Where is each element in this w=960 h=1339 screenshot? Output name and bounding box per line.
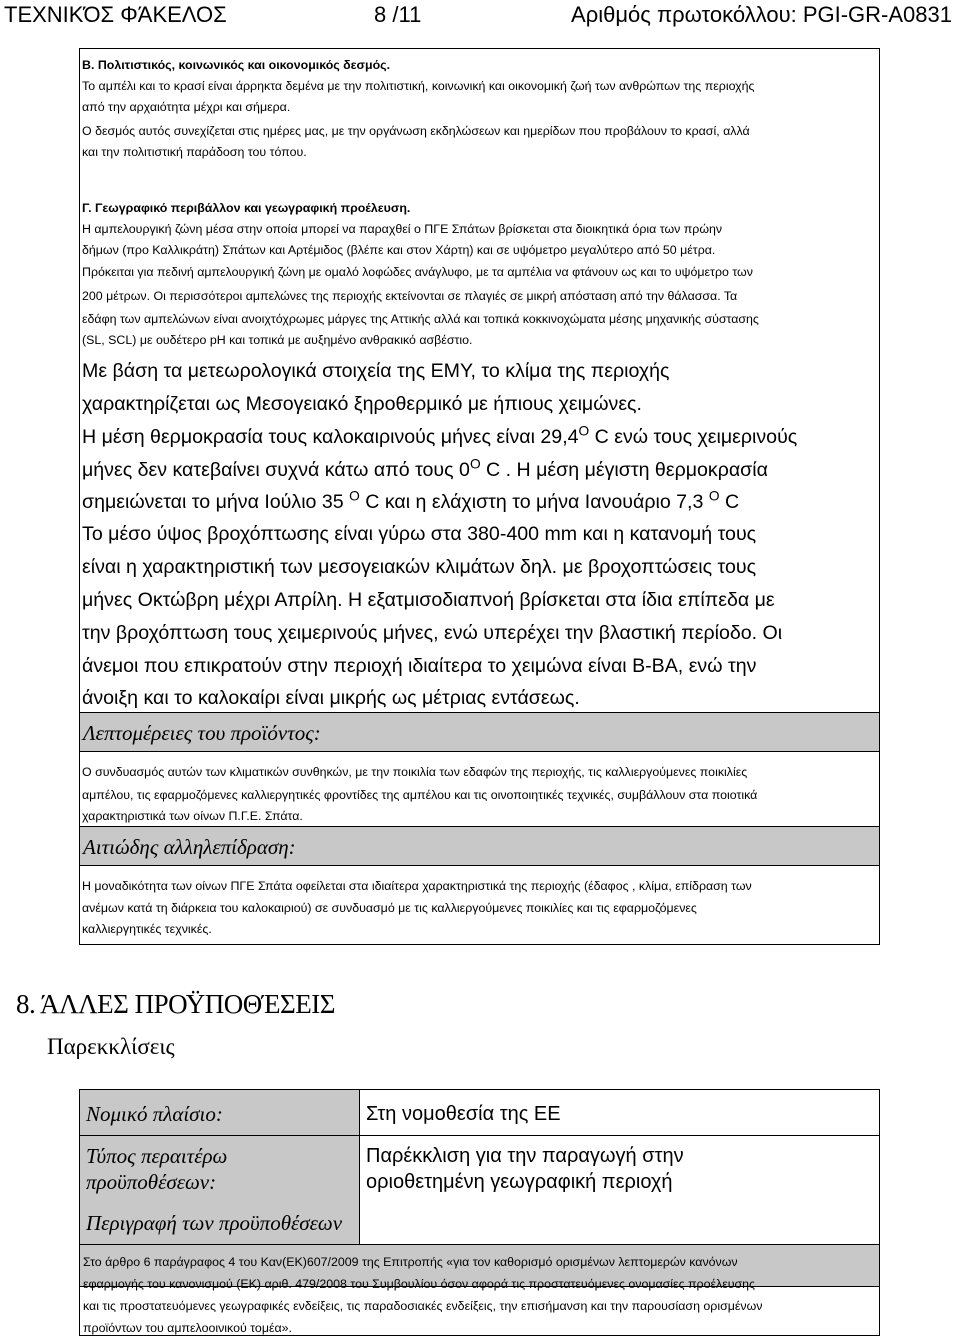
document-title: ΤΕΧΝΙΚΌΣ ΦΆΚΕΛΟΣ — [4, 2, 227, 27]
climate-text-line: Το μέσο ύψος βροχόπτωσης είναι γύρω στα 380-400 mm και η κατανομή τους — [82, 523, 757, 545]
section-c-text-line: Η αμπελουργική ζώνη μέσα στην οποία μπορεί να παραχθεί ο ΠΓΕ Σπάτων βρίσκεται στα διοικητικά όρια των πρώην — [82, 222, 723, 236]
section-b-text-line: Ο δεσμός αυτός συνεχίζεται στις ημέρες μας, με την οργάνωση εκδηλώσεων και ημερίδων που προβάλουν το κρασί, αλλά — [82, 124, 750, 138]
product-details-heading: Λεπτομέρειες του προϊόντος: — [83, 721, 321, 745]
climate-text-line: χαρακτηρίζεται ως Μεσογειακό ξηροθερμικό με ήπιους χειμώνες. — [82, 393, 642, 415]
climate-text-line: άνοιξη και το καλοκαίρι είναι μικρής ως μέτριας εντάσεως. — [82, 687, 580, 709]
condition-description-label: Περιγραφή των προϋποθέσεων — [86, 1211, 343, 1235]
section-b-text-line: Το αμπέλι και το κρασί είναι άρρηκτα δεμένα με την πολιτιστική, κοινωνική και οικονομική ζωή των ανθρώπων της περιοχής — [82, 79, 755, 93]
causal-text-line: Η μοναδικότητα των οίνων ΠΓΕ Σπάτα οφείλεται στα ιδιαίτερα χαρακτηριστικά της περιοχής (έδαφος , κλίμα, επίδραση των — [82, 879, 752, 893]
derogation-table — [79, 1089, 880, 1336]
page-number: 8 /11 — [374, 2, 422, 27]
causal-text-line: καλλιεργητικές τεχνικές. — [82, 922, 212, 936]
climate-text-line: μήνες Οκτώβρη μέχρι Απρίλη. Η εξατμισοδιαπνοή βρίσκεται στα ίδια επίπεδα με — [82, 589, 775, 611]
climate-text-line: Η μέση θερμοκρασία τους καλοκαιρινούς μήνες είναι $29,4^O$ C ενώ τους χειμερινούς — [82, 423, 798, 448]
condition-type-label: Τύπος περαιτέρω — [86, 1144, 228, 1168]
section-c-text-line: Πρόκειται για πεδινή αμπελουργική ζώνη με ομαλό λοφώδες ανάγλυφο, με τα αμπέλια να φτάνουν ως και το υψόμετρο των — [82, 265, 753, 279]
section-c-text-line: 200 μέτρων. Οι περισσότεροι αμπελώνες της περιοχής εκτείνονται σε πλαγιές σε μικρή απόσταση από την θάλασσα. Τα — [82, 289, 738, 303]
section-b-heading: Β. Πολιτιστικός, κοινωνικός και οικονομικός δεσμός. — [82, 58, 391, 72]
table-row-divider — [80, 1244, 879, 1245]
condition-type-value: οριοθετημένη γεωγραφική περιοχή — [366, 1171, 673, 1193]
climate-text-line: μήνες δεν κατεβαίνει συχνά κάτω από τους $0^O$ C . Η μέση μέγιστη θερμοκρασία — [82, 456, 768, 481]
product-text-line: Ο συνδυασμός αυτών των κλιματικών συνθηκών, με την ποικιλία των εδαφών της περιοχής, τις καλλιεργούμενες ποικιλίες — [82, 765, 748, 779]
condition-description-text: προϊόντων του αμπελοοινικού τομέα». — [83, 1321, 292, 1335]
causal-text-line: ανέμων κατά τη διάρκεια του καλοκαιριού) σε συνδυασμό με τις καλλιεργούμενες ποικιλίες και τις εφαρμοζόμενες — [82, 901, 697, 915]
section-8-subtitle: Παρεκκλίσεις — [47, 1034, 175, 1059]
section-c-text-line: εδάφη των αμπελώνων είναι ανοιχτόχρωμες μάργες της Αττικής αλλά και τοπικά κοκκινοχώματα μέσης μηχανικής σύστασης — [82, 312, 759, 326]
condition-type-value: Παρέκκλιση για την παραγωγή στην — [366, 1145, 684, 1167]
section-c-heading: Γ. Γεωγραφικό περιβάλλον και γεωγραφική προέλευση. — [82, 201, 411, 215]
climate-text-line: Με βάση τα μετεωρολογικά στοιχεία της ΕΜΥ, το κλίμα της περιοχής — [82, 360, 670, 382]
condition-type-label: προϋποθέσεων: — [86, 1170, 217, 1194]
document-header — [0, 0, 960, 30]
section-c-text-line: δήμων (προ Καλλικράτη) Σπάτων και Αρτέμιδος (βλέπε και στον Χάρτη) και σε υψόμετρο μεγαλύτερο από 50 μέτρα. — [82, 243, 716, 257]
legal-framework-label: Νομικό πλαίσιο: — [86, 1102, 223, 1126]
product-text-line: αμπέλου, τις εφαρμοζόμενες καλλιεργητικές φροντίδες της αμπέλου και τις οινοποιητικές τεχνικές, συμβάλλουν στα ποιοτικά — [82, 788, 758, 802]
climate-text-line: είναι η χαρακτηριστική των μεσογειακών κλιμάτων δηλ. με βροχοπτώσεις τους — [82, 556, 757, 578]
climate-text-line: άνεμοι που επικρατούν στην περιοχή ιδιαίτερα το χειμώνα είναι Β-ΒΑ, ενώ την — [82, 655, 757, 677]
legal-framework-value: Στη νομοθεσία της ΕΕ — [366, 1103, 561, 1125]
section-c-text-line: (SL, SCL) με ουδέτερο pH και τοπικά με αυξημένο ανθρακικό ασβέστιο. — [82, 333, 473, 347]
section-b-text-line: και την πολιτιστική παράδοση του τόπου. — [82, 145, 307, 159]
climate-text-line: την βροχόπτωση τους χειμερινούς μήνες, ενώ υπερέχει την βλαστική περίοδο. Οι — [82, 622, 783, 644]
climate-text-line: σημειώνεται το μήνα Ιούλιο 35 $^O$ C και η ελάχιστη το μήνα Ιανουάριο 7,3 $^O$ C — [82, 488, 740, 513]
product-details-heading-bar — [80, 712, 879, 752]
section-b-text-line: από την αρχαιότητα μέχρι και σήμερα. — [82, 100, 291, 114]
condition-description-text: και τις προστατευόμενες γεωγραφικές ενδείξεις, τις παραδοσιακές ενδείξεις, την επισήμανση και την παρουσίαση ορισμένων — [83, 1299, 763, 1313]
table-row-divider — [80, 1135, 879, 1136]
condition-description-text: Στο άρθρο 6 παράγραφος 4 του Καν(ΕΚ)607/2009 της Επιτροπής «για τον καθορισμό ορισμένων λεπτομερών κανόνων — [83, 1255, 738, 1269]
condition-description-text: εφαρμογής του κανονισμού (ΕΚ) αριθ. 479/2008 του Συμβουλίου όσον αφορά τις προστατευόμενες ονομασίες προέλευσης — [83, 1277, 756, 1291]
table-column-divider — [359, 1090, 360, 1244]
causal-interaction-heading-bar — [80, 826, 879, 866]
product-text-line: χαρακτηριστικά των οίνων Π.Γ.Ε. Σπάτα. — [82, 809, 303, 823]
protocol-number: Αριθμός πρωτοκόλλου: PGI-GR-A0831 — [571, 2, 952, 27]
section-8-title: 8. ΆΛΛΕΣ ΠΡΟΫΠΟΘΈΣΕΙΣ — [16, 989, 335, 1019]
causal-interaction-heading: Αιτιώδης αλληλεπίδραση: — [83, 835, 296, 859]
